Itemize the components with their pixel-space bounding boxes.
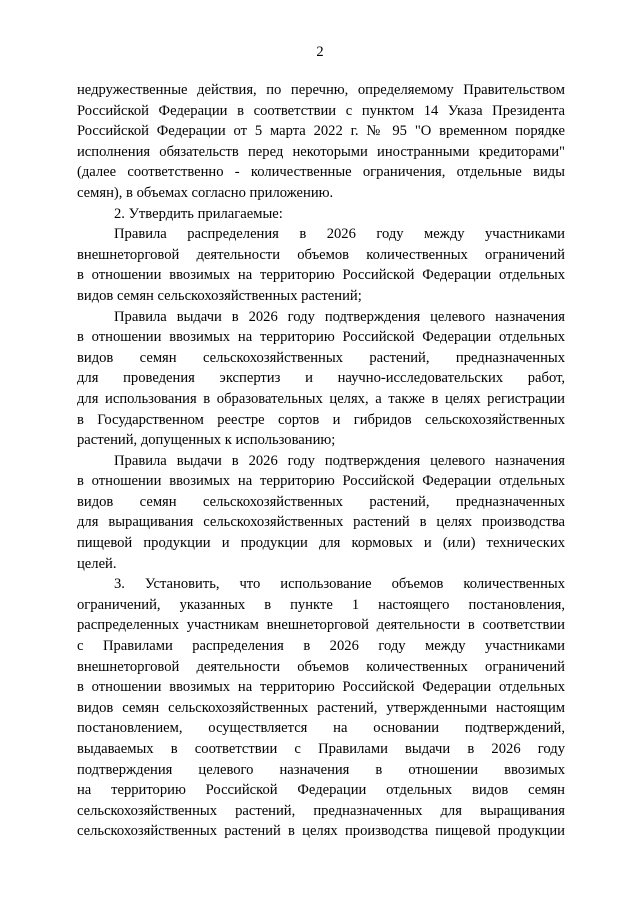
document-body <box>77 80 565 842</box>
text-line: видов семян сельскохозяйственных растений; <box>77 287 362 304</box>
text-line: видов семян сельскохозяйственных растений, утвержденными настоящим <box>77 699 565 716</box>
text-line: в отношении ввозимых на территорию Российской Федерации отдельных <box>77 473 565 490</box>
text-line: ограничений, указанных в пункте 1 настоящего постановления, <box>77 596 565 613</box>
text-line: подтверждения целевого назначения в отношении ввозимых <box>77 761 565 778</box>
text-line: целей. <box>77 555 117 572</box>
text-line: для использования в образовательных целях, а также в целях регистрации <box>77 390 565 407</box>
text-line: недружественные действия, по перечню, определяемому Правительством <box>77 82 565 98</box>
text-line: семян), в объемах согласно приложению. <box>77 184 334 201</box>
text-line: исполнения обязательств перед некоторыми иностранными кредиторами" <box>77 143 565 160</box>
text-line: (далее соответственно - количественные ограничения, отдельные виды <box>77 164 565 181</box>
text-line: Правила выдачи в 2026 году подтверждения целевого назначения <box>114 452 565 469</box>
text-line: с Правилами распределения в 2026 году между участниками <box>77 638 565 655</box>
text-line: в отношении ввозимых на территорию Российской Федерации отдельных <box>77 329 565 346</box>
text-line: в Государственном реестре сортов и гибридов сельскохозяйственных <box>77 411 565 428</box>
text-line: внешнеторговой деятельности объемов количественных ограничений <box>77 246 565 263</box>
text-line: в отношении ввозимых на территорию Российской Федерации отдельных <box>77 267 565 284</box>
text-line: на территорию Российской Федерации отдельных видов семян <box>77 782 565 799</box>
text-line: пищевой продукции и продукции для кормовых и (или) технических <box>77 535 565 552</box>
text-line: Российской Федерации от 5 марта 2022 г. № 95 "О временном порядке <box>77 123 565 140</box>
text-line: Правила выдачи в 2026 году подтверждения целевого назначения <box>114 308 565 325</box>
page-number: 2 <box>316 44 324 60</box>
text-line: Российской Федерации в соответствии с пунктом 14 Указа Президента <box>77 102 565 119</box>
text-line: постановлением, осуществляется на основании подтверждений, <box>77 720 565 737</box>
text-line: видов семян сельскохозяйственных растений, предназначенных <box>77 493 565 510</box>
text-line: растений, допущенных к использованию; <box>77 432 336 449</box>
text-line: видов семян сельскохозяйственных растений, предназначенных <box>77 349 565 366</box>
text-line: распределенных участникам внешнеторговой деятельности в соответствии <box>77 617 565 634</box>
text-line: для проведения экспертиз и научно-исследовательских работ, <box>77 370 565 387</box>
text-line: Правила распределения в 2026 году между участниками <box>114 226 565 243</box>
text-line: 2. Утвердить прилагаемые: <box>114 205 283 222</box>
text-line: сельскохозяйственных растений, предназначенных для выращивания <box>77 802 565 819</box>
text-line: для выращивания сельскохозяйственных растений в целях производства <box>77 514 565 531</box>
text-line: выдаваемых в соответствии с Правилами выдачи в 2026 году <box>77 741 565 757</box>
text-line: сельскохозяйственных растений в целях производства пищевой продукции <box>77 823 565 840</box>
text-line: 3. Установить, что использование объемов количественных <box>114 576 565 593</box>
text-line: внешнеторговой деятельности объемов количественных ограничений <box>77 658 565 675</box>
text-line: в отношении ввозимых на территорию Российской Федерации отдельных <box>77 679 565 696</box>
